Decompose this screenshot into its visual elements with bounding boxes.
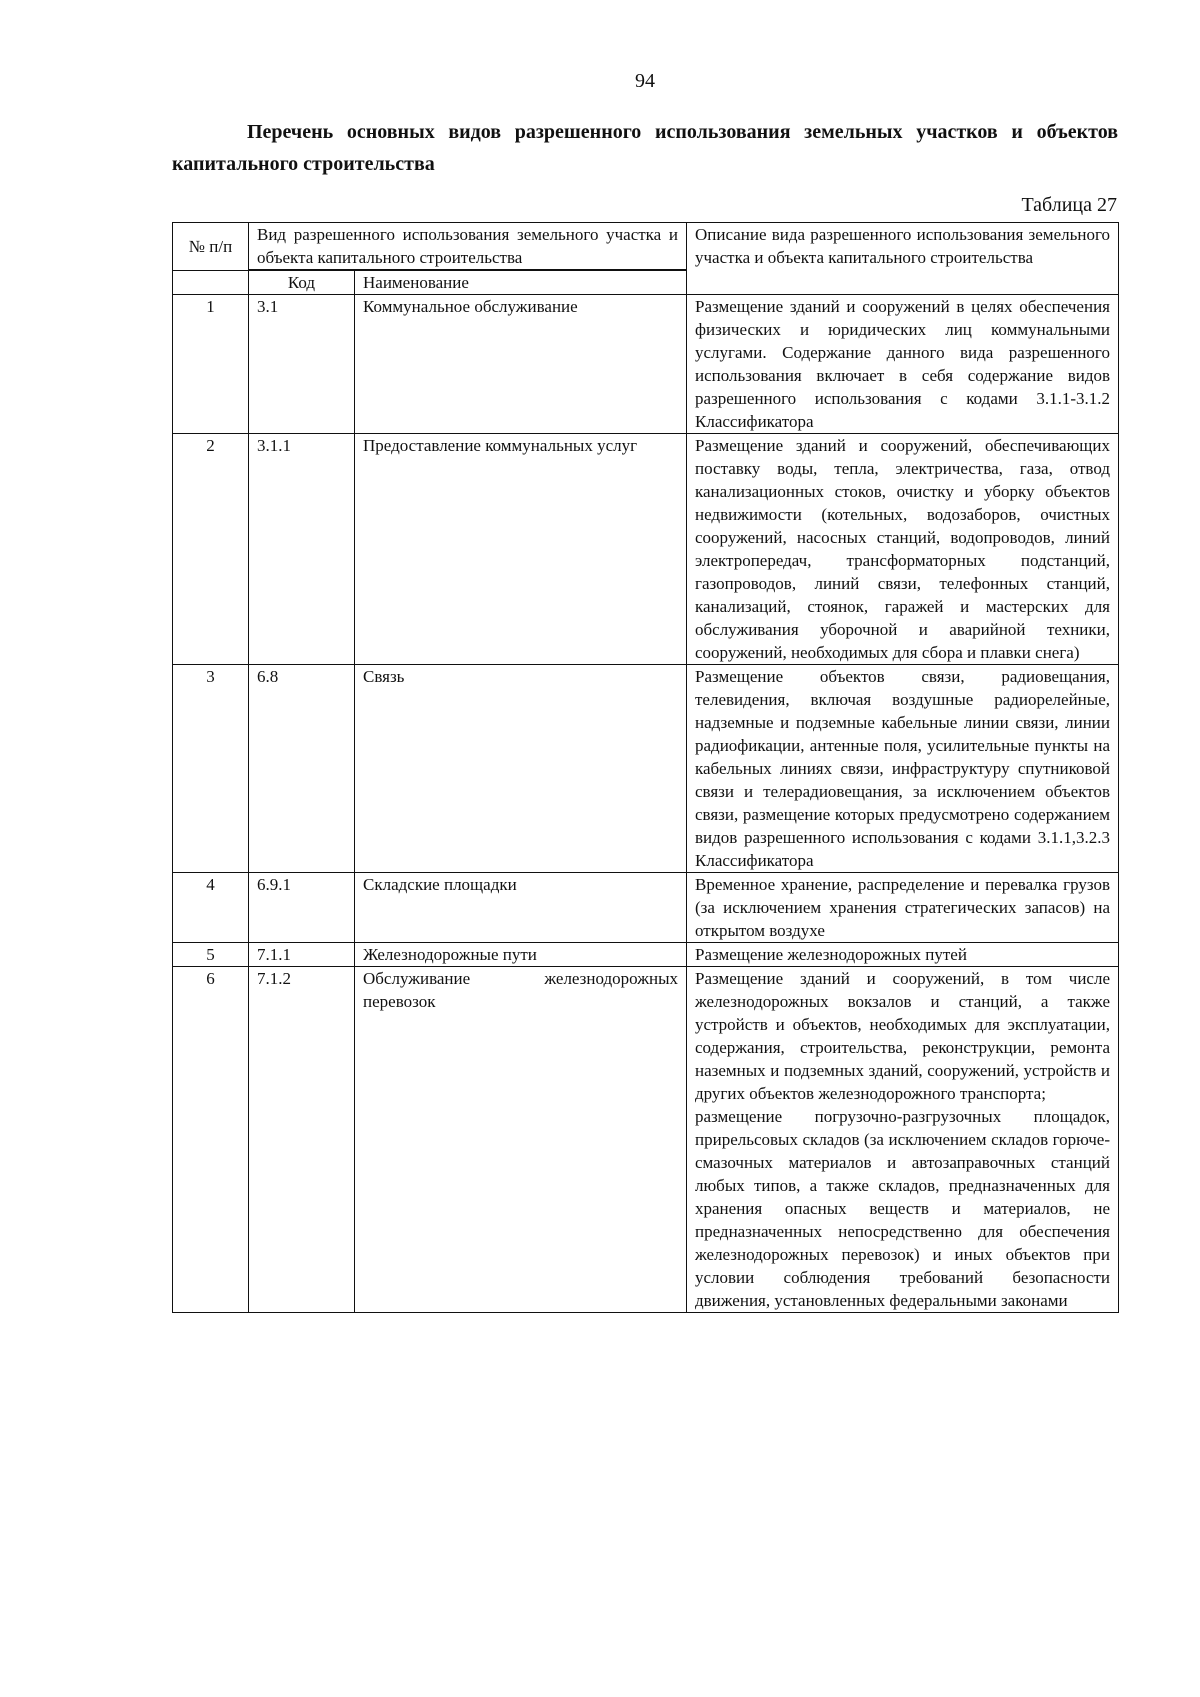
table-row xyxy=(173,665,1119,873)
table-row xyxy=(173,967,1119,1313)
row-description: Временное хранение, распределение и перевалка грузов (за исключением хранения стратегических запасов) на открытом воздухе xyxy=(687,873,1119,943)
header-row xyxy=(173,223,1119,270)
header-name: Наименование xyxy=(355,271,687,295)
row-num: 5 xyxy=(173,943,249,967)
header-kind: Вид разрешенного использования земельного участка и объекта капитального строительства xyxy=(249,223,687,270)
header-description: Описание вида разрешенного использования земельного участка и объекта капитального строительства xyxy=(687,223,1119,295)
row-code: 7.1.2 xyxy=(249,967,355,1313)
row-num: 4 xyxy=(173,873,249,943)
table-label: Таблица 27 xyxy=(1021,194,1117,216)
row-name: Предоставление коммунальных услуг xyxy=(355,434,687,665)
table-row xyxy=(173,943,1119,967)
row-code: 7.1.1 xyxy=(249,943,355,967)
row-code: 6.9.1 xyxy=(249,873,355,943)
row-code: 6.8 xyxy=(249,665,355,873)
row-num: 6 xyxy=(173,967,249,1313)
row-description: Размещение зданий и сооружений, обеспечивающих поставку воды, тепла, электричества, газа, отвод канализационных стоков, очистку и уборку объектов недвижимости (котельных, водозаборов, очистных сооружений, насосных станций, водопроводов, линий электропередач, трансформаторных подстанций, газопроводов, линий связи, телефонных станций, канализаций, стоянок, гаражей и мастерских для обслуживания уборочной и аварийной техники, сооружений, необходимых для сбора и плавки снега) xyxy=(687,434,1119,665)
row-name: Железнодорожные пути xyxy=(355,943,687,967)
row-num: 2 xyxy=(173,434,249,665)
table-row xyxy=(173,434,1119,665)
table-row xyxy=(173,873,1119,943)
row-name: Обслуживание железнодорожных перевозок xyxy=(355,967,687,1313)
row-description: Размещение зданий и сооружений в целях обеспечения физических и юридических лиц коммунальными услугами. Содержание данного вида разрешенного использования включает в себя содержание видов разрешенного использования с кодами 3.1.1-3.1.2 Классификатора xyxy=(687,295,1119,434)
land-use-table xyxy=(172,222,1119,1313)
page-number: 94 xyxy=(635,70,655,92)
row-name: Связь xyxy=(355,665,687,873)
row-description: Размещение объектов связи, радиовещания, телевидения, включая воздушные радиорелейные, надземные и подземные кабельные линии связи, линии радиофикации, антенные поля, усилительные пункты на кабельных линиях связи, инфраструктуру спутниковой связи и телерадиовещания, за исключением объектов связи, размещение которых предусмотрено содержанием видов разрешенного использования с кодами 3.1.1,3.2.3 Классификатора xyxy=(687,665,1119,873)
row-num: 1 xyxy=(173,295,249,434)
row-description-part2: размещение погрузочно-разгрузочных площадок, прирельсовых складов (за исключением складов горюче-смазочных материалов и автозаправочных станций любых типов, а также складов, предназначенных для хранения опасных веществ и материалов, не предназначенных непосредственно для обеспечения железнодорожных перевозок) и иных объектов при условии соблюдения требований безопасности движения, установленных федеральными законами xyxy=(695,1107,1110,1310)
row-code: 3.1.1 xyxy=(249,434,355,665)
row-name: Коммунальное обслуживание xyxy=(355,295,687,434)
document-title: Перечень основных видов разрешенного использования земельных участков и объектов капитального строительства xyxy=(172,121,1118,175)
row-name: Складские площадки xyxy=(355,873,687,943)
row-num: 3 xyxy=(173,665,249,873)
row-code: 3.1 xyxy=(249,295,355,434)
header-code: Код xyxy=(249,271,355,295)
row-description-part1: Размещение зданий и сооружений, в том числе железнодорожных вокзалов и станций, а также устройств и объектов, необходимых для эксплуатации, содержания, строительства, реконструкции, ремонта наземных и подземных зданий, сооружений, устройств и других объектов железнодорожного транспорта; xyxy=(695,969,1110,1103)
header-num: № п/п xyxy=(173,223,249,271)
row-description xyxy=(687,967,1119,1313)
row-description: Размещение железнодорожных путей xyxy=(687,943,1119,967)
table-row xyxy=(173,295,1119,434)
